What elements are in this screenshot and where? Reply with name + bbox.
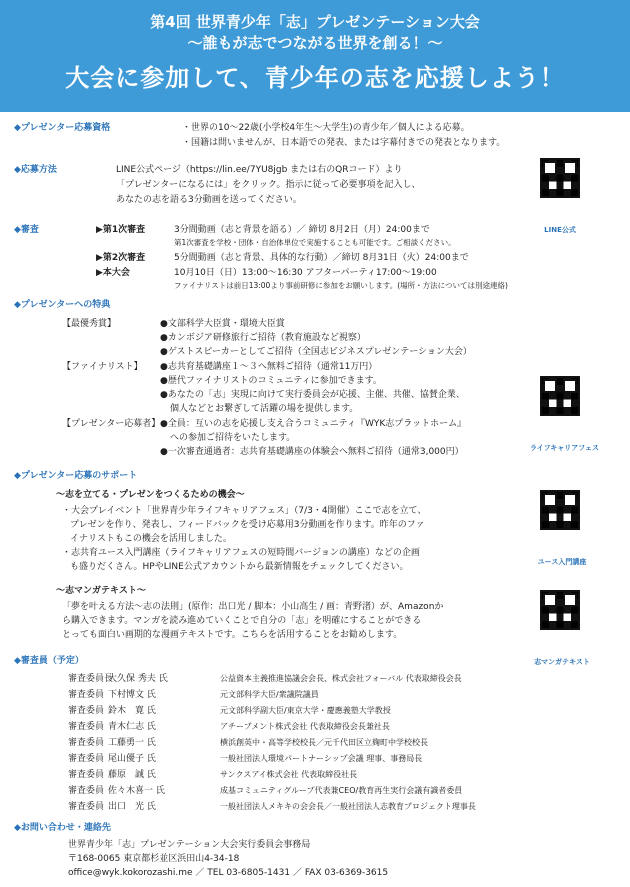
judge-affiliation: 一般社団法人メキキの会会長／一般社団法人志教育プロジェクト理事長	[220, 802, 476, 811]
manga-text: ら購入できます。マンガを読み進めていくことで自分の「志」を明確にすることができる	[62, 616, 422, 626]
judge-affiliation: 横浜創英中・高等学校校長／元千代田区立麹町中学校校長	[220, 738, 428, 747]
final-note: ファイナリストは前日13:00より事前研修に参加をお願いします。(場所・方法については別途連絡)	[174, 281, 508, 290]
lifecareer-qr-code[interactable]	[540, 376, 580, 416]
method-line: LINE公式ページ（https://lin.ee/7YU8jgb または右のQRコード）より	[116, 165, 403, 175]
qualification-line: ・世界の10〜22歳(小学校4年生〜大学生)の青少年／個人による応募。	[182, 123, 470, 133]
contact-line[interactable]: office@wyk.kokorozashi.me ／ TEL 03-6805-1431 ／ FAX 03-6369-3615	[68, 868, 389, 878]
judge-rank: 審査委員	[68, 770, 105, 780]
judge-rank: 審査委員	[68, 722, 105, 732]
youth-course-qr-label: ユース入門講座	[537, 558, 587, 566]
contact-address: 〒168-0065 東京都杉並区浜田山4-34-18	[68, 854, 240, 864]
manga-text: とっても面白い画期的な漫画テキストです。こちらを活用することをお勧めします。	[62, 630, 403, 640]
event-title: 第4回 世界青少年「志」プレゼンテーション大会	[150, 13, 480, 31]
perk-item: ●全員：互いの志を応援し支え合うコミュニティ『WYK志プラットホーム』	[160, 419, 467, 429]
support-text: プレゼンを作り、発表し、フィードバックを受け応募用3分動画を作ります。昨年のファ	[70, 520, 425, 530]
method-line: 「プレゼンターになるには」をクリック。指示に従って必要事項を記入し、	[116, 180, 421, 190]
round1-note: 第1次審査を学校・団体・自治体単位で実施することも可能です。ご相談ください。	[174, 238, 456, 247]
perk-item: ●ゲストスピーカーとしてご招待（全国志ビジネスプレゼンテーション大会）	[160, 347, 472, 357]
judge-affiliation: 元文部科学大臣/衆議院議員	[220, 690, 319, 699]
judge-rank: 審査委員	[68, 738, 105, 748]
qualification-line: ・国籍は問いませんが、日本語での発表、または字幕付きでの発表となります。	[182, 138, 506, 148]
main-headline: 大会に参加して、青少年の志を応援しよう！	[65, 64, 565, 92]
perk-item: ●一次審査通過者：志共育基礎講座の体験会へ無料ご招待（通常3,000円）	[160, 447, 464, 457]
judge-name: 工藤勇一 氏	[108, 738, 156, 748]
judge-affiliation: 成基コミュニティグループ代表兼CEO/教育再生実行会議有識者委員	[220, 786, 463, 795]
manga-qr-code[interactable]	[540, 590, 580, 630]
judge-affiliation: 一般社団法人環境パートナーシップ会議 理事、事務局長	[220, 754, 423, 763]
judge-name: 下村博文 氏	[108, 690, 156, 700]
event-subtitle: 〜誰もが志でつながる世界を創る！〜	[187, 34, 443, 52]
contact-heading: ◆お問い合わせ・連絡先	[14, 823, 111, 833]
youth-course-qr-code[interactable]	[540, 490, 580, 530]
final-label: ▶本大会	[96, 268, 130, 278]
support-text: も盛りだくさん。HPやLINE公式アカウントから最新情報をチェックしてください。	[70, 562, 409, 572]
support-text: ・志共育ユース入門講座（ライフキャリアフェスの短時間バージョンの講座）などの企画	[62, 548, 420, 558]
judge-affiliation: サンクスアイ株式会社 代表取締役社長	[220, 770, 358, 779]
perk-item: ●志共育基礎講座１〜３へ無料ご招待（通常11万円）	[160, 362, 378, 372]
support-heading: ◆プレゼンター応募のサポート	[14, 471, 138, 481]
judge-affiliation: アチーブメント株式会社 代表取締役会長兼社長	[220, 722, 390, 731]
round1-label: ▶第1次審査	[96, 225, 146, 235]
contact-org: 世界青少年「志」プレゼンテーション大会実行委員会事務局	[68, 840, 311, 850]
perk-item: への参加ご招待をいたします。	[170, 433, 296, 443]
judges-heading: ◆審査員（予定）	[14, 656, 84, 666]
applicant-label: 【プレゼンター応募者】	[62, 419, 161, 429]
perk-item: ●文部科学大臣賞・環境大臣賞	[160, 319, 285, 329]
finalist-label: 【ファイナリスト】	[62, 362, 143, 372]
perks-heading: ◆プレゼンターへの特典	[14, 300, 111, 310]
line-qr-label: LINE公式	[544, 226, 576, 234]
manga-text: 「夢を叶える方法〜志の法則」(原作：出口光 / 脚本：小山高生 / 画：青野渚）が、Amazonか	[62, 602, 444, 612]
judge-name: 藤原 誠 氏	[108, 770, 156, 780]
judge-rank: 審査委員	[68, 690, 105, 700]
qualification-heading: ◆プレゼンター応募資格	[14, 123, 111, 133]
judge-rank: 審査委員	[68, 802, 105, 812]
perk-item: ●カンボジア研修旅行ご招待（教育施設など視察）	[160, 333, 366, 343]
judge-name: 鈴木 寛 氏	[108, 706, 156, 716]
method-heading: ◆応募方法	[14, 165, 57, 175]
support-text: ・大会プレイベント「世界青少年ライフキャリアフェス」（7/3・4開催）ここで志を立て、	[62, 506, 427, 516]
support-text: イナリストもこの機会を活用しました。	[70, 534, 232, 544]
judge-name: 佐々木喜一 氏	[108, 786, 165, 796]
top-award-label: 【最優秀賞】	[62, 319, 117, 329]
judge-rank: 審査委員長	[68, 674, 114, 684]
round2-label: ▶第2次審査	[96, 253, 146, 263]
final-text: 10月10日（日）13:00〜16:30 アフターパーティ17:00〜19:00	[174, 268, 437, 278]
line-qr-code[interactable]	[540, 158, 580, 198]
judge-rank: 審査委員	[68, 786, 105, 796]
judge-affiliation: 公益資本主義推進協議会会長、株式会社フォーバル 代表取締役会長	[220, 674, 462, 683]
header-banner	[0, 0, 630, 112]
manga-qr-label: 志マンガテキスト	[534, 658, 590, 666]
judge-name: 青木仁志 氏	[108, 722, 156, 732]
judge-rank: 審査委員	[68, 706, 105, 716]
judge-affiliation: 元文部科学副大臣/東京大学・慶應義塾大学教授	[220, 706, 391, 715]
judge-name: 大久保 秀夫 氏	[108, 674, 168, 684]
support-subheading: 〜志を立てる・プレゼンをつくるための機会〜	[56, 490, 245, 500]
lifecareer-qr-label: ライフキャリアフェス	[530, 444, 599, 452]
round1-text: 3分間動画（志と背景を語る）／ 締切 8月2日（月）24:00まで	[174, 225, 430, 235]
round2-text: 5分間動画（志と背景、具体的な行動）／締切 8月31日（火）24:00まで	[174, 253, 469, 263]
judge-name: 出口 光 氏	[108, 802, 156, 812]
judge-name: 尾山優子 氏	[108, 754, 156, 764]
review-heading: ◆審査	[14, 225, 39, 235]
perk-item: ●あなたの「志」実現に向けて実行委員会が応援、主催、共催、協賛企業、	[160, 390, 465, 400]
perk-item: 個人などとお繋ぎして活躍の場を提供します。	[170, 404, 359, 414]
method-line: あなたの志を語る3分動画を送ってください。	[116, 195, 302, 205]
manga-subheading: 〜志マンガテキスト〜	[56, 586, 146, 596]
judge-rank: 審査委員	[68, 754, 105, 764]
perk-item: ●歴代ファイナリストのコミュニティに参加できます。	[160, 376, 382, 386]
